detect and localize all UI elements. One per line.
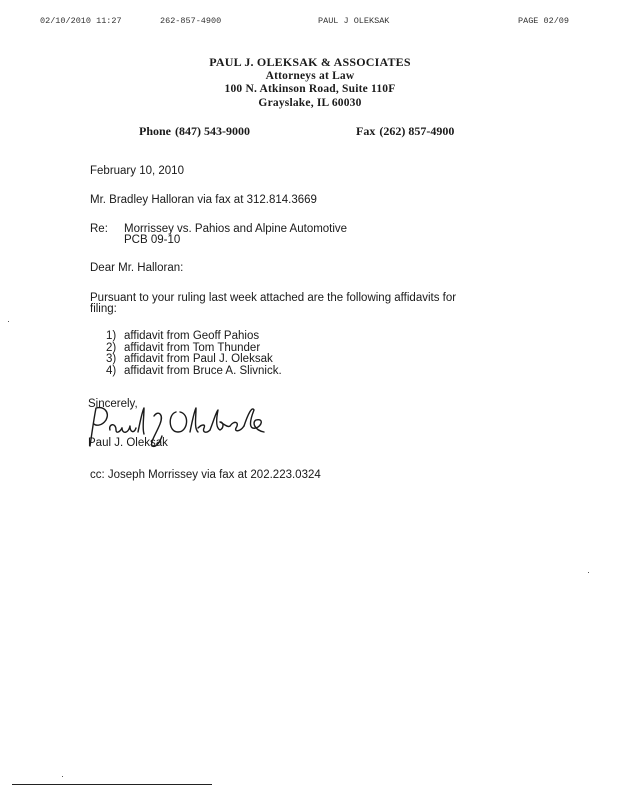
letter-recipient: Mr. Bradley Halloran via fax at 312.814.3669 — [90, 194, 317, 206]
scan-edge-line — [12, 784, 212, 785]
cc-line: cc: Joseph Morrissey via fax at 202.223.0324 — [90, 469, 321, 481]
re-subject-line2: PCB 09-10 — [124, 234, 181, 246]
firm-name: PAUL J. OLEKSAK & ASSOCIATES — [209, 55, 411, 69]
list-item-text: affidavit from Bruce A. Slivnick. — [124, 364, 282, 377]
firm-address-line2: Grayslake, IL 60030 — [258, 96, 362, 109]
letterhead — [120, 56, 500, 110]
list-item-number: 1) — [106, 330, 117, 342]
re-subject-line1: Morrissey vs. Pahios and Alpine Automotive — [124, 223, 348, 235]
fax-page-count: PAGE 02/09 — [518, 16, 570, 26]
list-item-text: affidavit from Paul J. Oleksak — [124, 353, 273, 365]
body-paragraph-line2: filing: — [90, 303, 117, 315]
letter-date: February 10, 2010 — [90, 165, 184, 177]
closing: Sincerely, — [88, 398, 138, 410]
scan-speck — [588, 572, 589, 573]
firm-tagline: Attorneys at Law — [265, 69, 355, 82]
affidavit-list — [106, 331, 282, 377]
fax-label: Fax — [356, 124, 376, 138]
fax-sender-name: PAUL J OLEKSAK — [318, 16, 390, 26]
fax-phone-number: 262-857-4900 — [160, 16, 222, 26]
signer-name: Paul J. Oleksak — [88, 437, 168, 449]
firm-phone — [139, 124, 254, 139]
phone-label: Phone — [139, 124, 172, 138]
list-item — [106, 366, 282, 378]
scan-speck — [8, 321, 9, 322]
list-item-text: affidavit from Tom Thunder — [124, 341, 261, 354]
re-label: Re: — [90, 223, 108, 235]
firm-fax — [356, 124, 458, 139]
body-paragraph-line1: Pursuant to your ruling last week attached are the following affidavits for — [90, 292, 457, 304]
list-item-number: 2) — [106, 341, 117, 354]
list-item-text: affidavit from Geoff Pahios — [124, 330, 260, 342]
fax-transmission-header — [0, 16, 618, 30]
phone-number: (847) 543-9000 — [175, 124, 251, 138]
scan-speck — [62, 776, 63, 777]
salutation: Dear Mr. Halloran: — [90, 262, 184, 274]
list-item-number: 3) — [106, 353, 117, 365]
fax-number: (262) 857-4900 — [379, 124, 455, 138]
fax-date-time: 02/10/2010 11:27 — [40, 16, 122, 26]
firm-address-line1: 100 N. Atkinson Road, Suite 110F — [224, 83, 396, 95]
list-item-number: 4) — [106, 364, 117, 377]
